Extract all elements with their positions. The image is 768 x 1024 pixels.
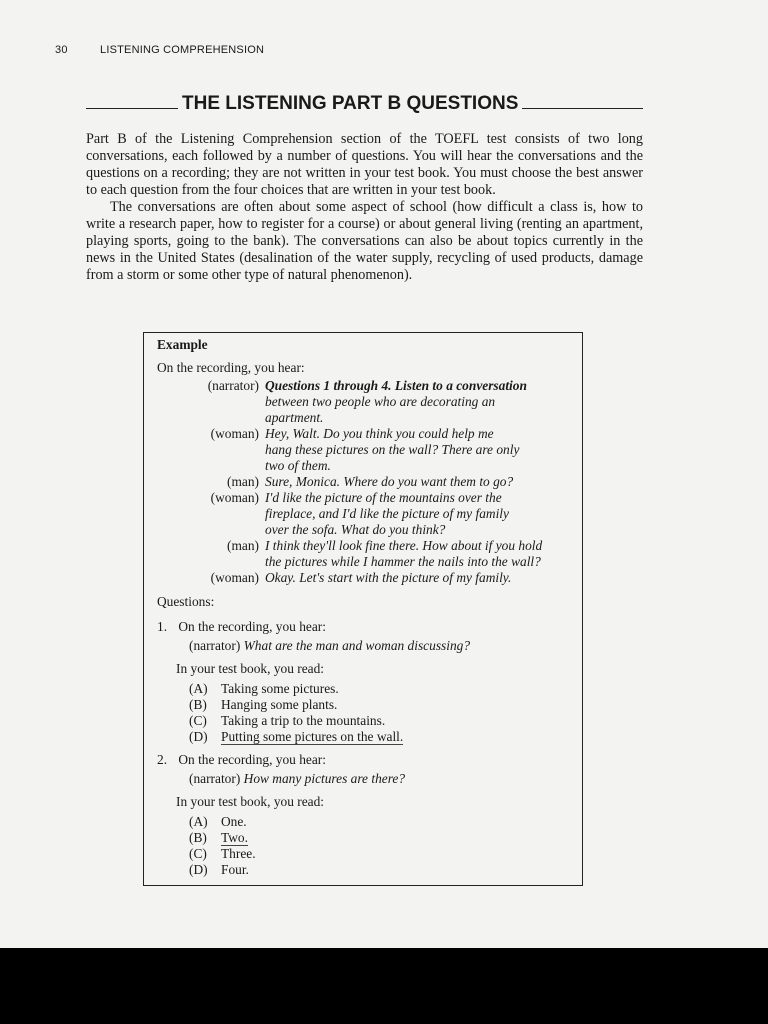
- speaker-label: (narrator): [207, 378, 259, 393]
- dialogue-line: Sure, Monica. Where do you want them to go?: [265, 474, 514, 489]
- dialogue-line: between two people who are decorating an: [265, 394, 496, 409]
- question-1-intro: [157, 619, 577, 635]
- answer-choice: [189, 713, 385, 729]
- question-intro: On the recording, you hear:: [178, 752, 326, 767]
- question-intro: On the recording, you hear:: [178, 619, 326, 634]
- answer-choice: [189, 681, 339, 697]
- dialogue-text: [265, 426, 581, 474]
- speaker-label: (woman): [210, 426, 259, 441]
- recording-intro: On the recording, you hear:: [157, 360, 305, 375]
- question-number: 2.: [157, 752, 168, 767]
- question-2-narration: [189, 771, 579, 787]
- dialogue-line: Questions 1 through 4. Listen to a conversation: [265, 378, 527, 393]
- dialogue-line: I'd like the picture of the mountains over the: [265, 490, 502, 505]
- dialogue-turn: [157, 378, 582, 426]
- example-box: [143, 332, 583, 886]
- paragraph-2: The conversations are often about some aspect of school (how difficult a class is, how to write a research paper, how to register for a course) or about general living (renting an apartment, playing sports, going to the bank). The conversations can also be about topics currently in the news in the United States (desalination of the water supply, recycling of used products, damage from a storm or some other type of natural phenomenon).: [86, 199, 643, 283]
- answer-choice: [189, 830, 248, 846]
- dialogue-turn: [157, 426, 582, 474]
- dialogue-text: [265, 570, 581, 586]
- dialogue-turn: [157, 474, 582, 490]
- choice-text-correct: Putting some pictures on the wall.: [221, 729, 404, 744]
- choice-text: Taking some pictures.: [221, 681, 339, 696]
- dialogue-text: [265, 474, 581, 490]
- title-rule-right: [522, 108, 643, 109]
- choice-letter: (B): [189, 697, 207, 712]
- dialogue-line: fireplace, and I'd like the picture of my family: [265, 506, 509, 521]
- question-1-narration: [189, 638, 579, 654]
- answer-choice: [189, 862, 249, 878]
- question-2-intro: [157, 752, 577, 768]
- choice-text-correct: Two.: [221, 830, 248, 845]
- choice-letter: (B): [189, 830, 207, 845]
- choice-letter: (A): [189, 681, 208, 696]
- section-title: THE LISTENING PART B QUESTIONS: [182, 93, 519, 114]
- choice-text: One.: [221, 814, 247, 829]
- title-rule-left: [86, 108, 178, 109]
- dialogue-turn: [157, 490, 582, 538]
- paragraph-1: Part B of the Listening Comprehension section of the TOEFL test consists of two long conversations, each followed by a number of questions. You will hear the conversations and the questions on a recording; they are not written in your test book. You must choose the best answer to each question from the four choices that are written in your test book.: [86, 131, 643, 198]
- choice-letter: (C): [189, 713, 207, 728]
- answer-choice: [189, 697, 337, 713]
- question-text: What are the man and woman discussing?: [243, 638, 471, 653]
- speaker-label: (woman): [210, 490, 259, 505]
- choice-letter: (A): [189, 814, 208, 829]
- dialogue-line: over the sofa. What do you think?: [265, 522, 446, 537]
- answer-choice: [189, 846, 256, 862]
- dialogue-line: the pictures while I hammer the nails into the wall?: [265, 554, 541, 569]
- choice-text: Four.: [221, 862, 249, 877]
- dialogue-line: Okay. Let's start with the picture of my family.: [265, 570, 512, 585]
- choice-letter: (D): [189, 862, 208, 877]
- dialogue-text: [265, 490, 581, 538]
- dialogue-line: apartment.: [265, 410, 324, 425]
- page-number: 30: [55, 44, 68, 56]
- example-label: Example: [157, 337, 208, 352]
- choice-letter: (D): [189, 729, 208, 744]
- questions-label: Questions:: [157, 594, 215, 609]
- speaker-label: (man): [227, 538, 259, 553]
- body-text: [86, 131, 643, 284]
- read-intro: In your test book, you read:: [176, 794, 325, 809]
- section-title-row: [86, 88, 643, 114]
- dialogue-line: two of them.: [265, 458, 331, 473]
- choice-text: Taking a trip to the mountains.: [221, 713, 386, 728]
- narrator-label: (narrator): [189, 638, 241, 653]
- dialogue-line: hang these pictures on the wall? There are only: [265, 442, 520, 457]
- dialogue-line: Hey, Walt. Do you think you could help me: [265, 426, 494, 441]
- choice-text: Hanging some plants.: [221, 697, 338, 712]
- question-text: How many pictures are there?: [243, 771, 406, 786]
- bottom-black-bar: [0, 948, 768, 1024]
- running-header: [55, 44, 264, 56]
- speaker-label: (woman): [210, 570, 259, 585]
- answer-choice: [189, 729, 403, 745]
- narrator-label: (narrator): [189, 771, 241, 786]
- read-intro: In your test book, you read:: [176, 661, 325, 676]
- answer-choice: [189, 814, 247, 830]
- running-title: LISTENING COMPREHENSION: [100, 44, 265, 56]
- dialogue-line: I think they'll look fine there. How about if you hold: [265, 538, 543, 553]
- dialogue-turn: [157, 570, 582, 586]
- speaker-label: (man): [227, 474, 259, 489]
- choice-text: Three.: [221, 846, 256, 861]
- dialogue-text: [265, 378, 581, 426]
- choice-letter: (C): [189, 846, 207, 861]
- dialogue-text: [265, 538, 581, 570]
- question-number: 1.: [157, 619, 168, 634]
- dialogue-turn: [157, 538, 582, 570]
